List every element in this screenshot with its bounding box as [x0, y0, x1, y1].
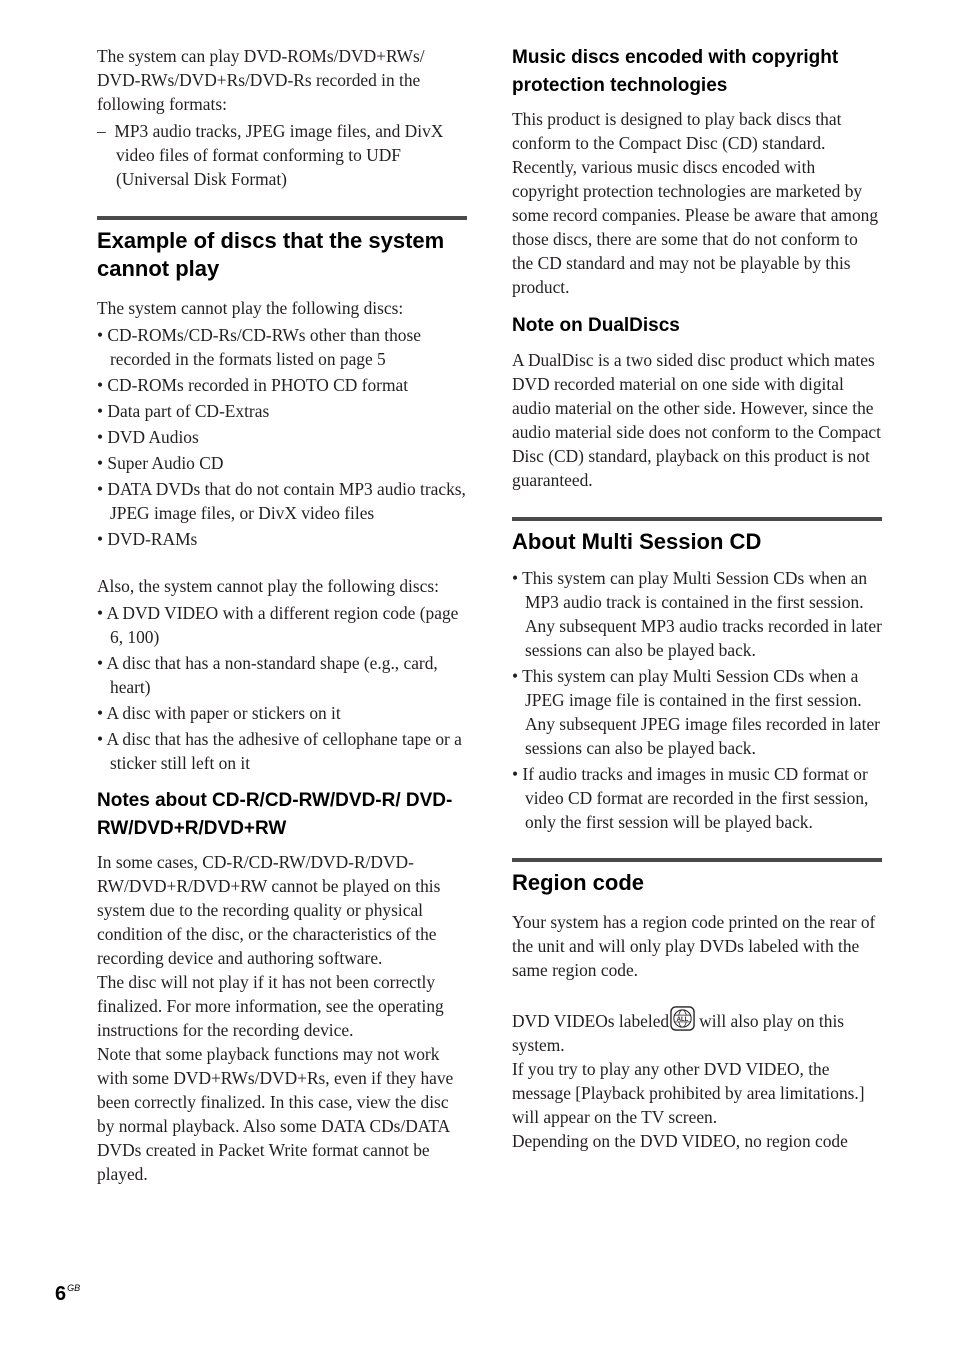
right-column — [512, 44, 882, 1153]
section-heading-cannot-play: Example of discs that the system cannot play — [97, 216, 467, 283]
list-item: • A disc that has the adhesive of cellophane tape or a sticker still left on it — [97, 729, 462, 773]
list-item: • CD-ROMs recorded in PHOTO CD format — [97, 375, 409, 395]
multi-session-list — [512, 566, 882, 834]
subheading-notes-recordable: Notes about CD-R/CD-RW/DVD-R/ DVD-RW/DVD+R/DVD+RW — [97, 790, 453, 839]
list-item: • DVD Audios — [97, 427, 199, 447]
list-item: • If audio tracks and images in music CD format or video CD format are recorded in the first session, only the first session will be played back. — [512, 763, 869, 832]
region-all-text-before: DVD VIDEOs labeled — [512, 1010, 670, 1031]
notes-paragraph: The disc will not play if it has not been correctly finalized. For more information, see the operating instructions for the recording device. — [97, 972, 444, 1040]
dualdisc-paragraph: A DualDisc is a two sided disc product which mates DVD recorded material on one side with digital audio material on the other side. However, since the audio material side does not conform to the Compact Disc (CD) standard, playback on this product is not guaranteed. — [512, 349, 881, 490]
page-number-value: 6 — [55, 1283, 67, 1305]
region-all-text-after: will also play on this system. — [512, 1010, 845, 1055]
page-number-suffix: GB — [67, 1283, 81, 1293]
region-paragraph: Your system has a region code printed on the rear of the unit and will only play DVDs labeled with the same region code. — [512, 911, 876, 980]
list-item: • This system can play Multi Session CDs when an MP3 audio track is contained in the first session. Any subsequent MP3 audio tracks recorded in later sessions can also be played back. — [512, 567, 882, 660]
list-item: • DVD-RAMs — [97, 529, 198, 549]
supported-formats-list — [97, 119, 467, 191]
cannot-play-list — [97, 323, 467, 551]
list-item: – MP3 audio tracks, JPEG image files, and DivX video files of format conforming to UDF (Universal Disk Format) — [97, 121, 444, 189]
also-cannot-play-list — [97, 601, 467, 775]
also-cannot-play-intro: Also, the system cannot play the following discs: — [97, 576, 439, 596]
region-all-globe-icon — [670, 1006, 695, 1031]
subheading-dualdiscs: Note on DualDiscs — [512, 315, 680, 336]
list-item: • This system can play Multi Session CDs when a JPEG image file is contained in the first session. Any subsequent JPEG image files recorded in later sessions can also be played back. — [512, 665, 880, 758]
list-item: • A disc that has a non-standard shape (e.g., card, heart) — [97, 653, 438, 697]
list-item: • DATA DVDs that do not contain MP3 audio tracks, JPEG image files, or DivX video files — [97, 479, 466, 523]
cannot-play-intro: The system cannot play the following discs: — [97, 298, 404, 318]
list-item: • A disc with paper or stickers on it — [97, 703, 341, 723]
region-paragraph: If you try to play any other DVD VIDEO, the message [Playback prohibited by area limitations.] will appear on the TV screen. — [512, 1058, 865, 1127]
supported-formats-intro: The system can play DVD-ROMs/DVD+RWs/ DVD-RWs/DVD+Rs/DVD-Rs recorded in the following formats: — [97, 46, 425, 114]
copyright-paragraph: This product is designed to play back discs that conform to the Compact Disc (CD) standard. Recently, various music discs encoded with copyright protection technologies are marketed by some record companies. Please be aware that among those discs, there are some that do not conform to the CD standard and may not be playable by this product. — [512, 109, 879, 297]
subheading-copyright-discs: Music discs encoded with copyright protection technologies — [512, 47, 839, 96]
notes-paragraph: Note that some playback functions may not work with some DVD+RWs/DVD+Rs, even if they have been correctly finalized. In this case, view the disc by normal playback. Also some DATA CDs/DATA DVDs created in Packet Write format cannot be played. — [97, 1044, 454, 1184]
list-item: • CD-ROMs/CD-Rs/CD-RWs other than those recorded in the formats listed on page 5 — [97, 325, 421, 369]
region-paragraph: Depending on the DVD VIDEO, no region code — [512, 1130, 848, 1151]
notes-paragraph: In some cases, CD-R/CD-RW/DVD-R/DVD-RW/DVD+R/DVD+RW cannot be played on this system due to the recording quality or physical condition of the disc, or the characteristics of the recording device and authoring software. — [97, 852, 441, 968]
section-heading-multi-session: About Multi Session CD — [512, 517, 882, 556]
list-item: • Data part of CD-Extras — [97, 401, 270, 421]
section-heading-region-code: Region code — [512, 858, 882, 897]
region-all-icon-label: ALL — [676, 1016, 689, 1023]
list-item: • Super Audio CD — [97, 453, 224, 473]
list-item: • A DVD VIDEO with a different region code (page 6, 100) — [97, 603, 459, 647]
left-column — [97, 44, 467, 1186]
page-number — [55, 1283, 80, 1306]
region-all-paragraph — [512, 1006, 882, 1057]
